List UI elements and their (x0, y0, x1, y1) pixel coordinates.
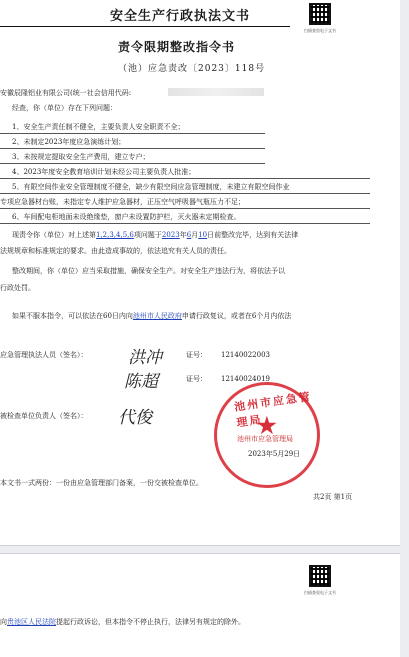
litigation-suffix: 提起行政诉讼，但本指令不停止执行，法律另有规定的除外。 (56, 618, 245, 626)
issue-date: 2023年5月29日 (248, 450, 301, 458)
order-line (12, 230, 298, 240)
cert-label: 证号： (186, 375, 207, 383)
order-items: 1,2,3,4,5,6 (96, 231, 134, 239)
issue-item: 专项应急器材台账，未指定专人维护应急器材，正压空气呼吸器气瓶压力不足； (0, 198, 245, 206)
review-government: 池州市人民政府 (132, 312, 182, 320)
officer-1-cert: 12140022003 (221, 351, 270, 359)
litigation-line (0, 617, 245, 627)
issue-underline (0, 208, 370, 209)
qr-code-icon (309, 3, 331, 25)
redacted-credit-code (168, 88, 264, 96)
qr-code-icon (309, 565, 331, 587)
order-month: 6 (186, 231, 192, 239)
copies-note: 本文书一式两份：一份由应急管理部门备案，一份交被检查单位。 (0, 479, 203, 487)
document-page-2 (0, 553, 400, 657)
page-info: 共2页 第1页 (313, 493, 353, 501)
order-line-2: 法规规章和标准规定的要求。由此造成事故的，依法追究有关人员的责任。 (0, 247, 231, 255)
findings-intro: 经查，你（单位）存在下列问题： (12, 104, 117, 112)
litigation-prefix: 向 (0, 618, 7, 626)
issue-underline (0, 148, 265, 149)
qr-code-label: 扫描查验电子文书 (304, 28, 336, 33)
header-divider (0, 26, 290, 27)
review-suffix: 申请行政复议，或者在6个月内依法 (181, 312, 292, 320)
officer-2-signature: 陈超 (124, 372, 158, 392)
issue-item: 1、安全生产责任制不健全，主要负责人安全职责不全； (12, 123, 185, 131)
issue-underline (0, 178, 370, 179)
issue-underline (0, 133, 265, 134)
order-prefix: 现责令你（单位）对上述第 (12, 231, 96, 239)
order-year-unit: 年 (179, 231, 187, 239)
issue-underline (0, 223, 370, 224)
issue-item: 2、未制定2023年度应急演练计划； (12, 138, 126, 146)
officer-2-cert: 12140024019 (221, 375, 270, 383)
rectification-text: 整改期间，你（单位）应当采取措施，确保安全生产。对安全生产违法行为，将依法予以 (12, 267, 285, 275)
issue-item: 3、未按规定提取安全生产费用，建立专户； (12, 153, 150, 161)
document-title: 责令限期整改指令书 (118, 40, 236, 54)
issue-item: 6、车间配电柜地面未设绝缘垫，窗户未设置防护栏，灭火器未定期检查。 (12, 213, 241, 221)
seal-org-name: 池州市应急管理局 (233, 389, 313, 430)
issue-item: 5、有限空间作业安全管理制度不健全，缺少有限空间应急管理制度，未建立有限空间作业 (12, 183, 290, 191)
issue-underline (0, 193, 370, 194)
seal-star-icon: ★ (257, 413, 277, 439)
rectification-text-2: 行政处罚。 (0, 284, 35, 292)
order-year: 2023 (161, 231, 180, 239)
issue-underline (0, 163, 265, 164)
review-prefix: 如果不服本指令，可以依法在60日内向 (12, 312, 133, 320)
issue-item: 4、2023年度安全教育培训计划未经公司主要负责人批准； (12, 168, 196, 176)
order-mid: 项问题于 (133, 231, 162, 239)
inspected-signature: 代俊 (118, 408, 152, 428)
cert-label: 证号： (186, 351, 207, 359)
order-day: 10 (198, 231, 208, 239)
document-number: （池）应急责改〔2023〕118号 (118, 64, 266, 74)
officer-label: 应急管理执法人员（签名）： (0, 351, 88, 359)
inspected-label: 被检查单位负责人（签名）： (0, 412, 88, 420)
review-line (12, 311, 291, 321)
recipient-line: 安徽辰隆铝业有限公司(统一社会信用代码: (0, 89, 132, 97)
order-month-unit: 月 (191, 231, 199, 239)
order-suffix: 日前整改完毕，达到有关法律 (207, 231, 299, 239)
court-name: 贵池区人民法院 (7, 618, 56, 626)
qr-code-label: 扫描查验电子文书 (304, 590, 336, 595)
document-category-title: 安全生产行政执法文书 (110, 9, 251, 24)
officer-1-signature: 洪冲 (128, 348, 162, 368)
seal-issuer: 池州市应急管理局 (237, 435, 293, 443)
